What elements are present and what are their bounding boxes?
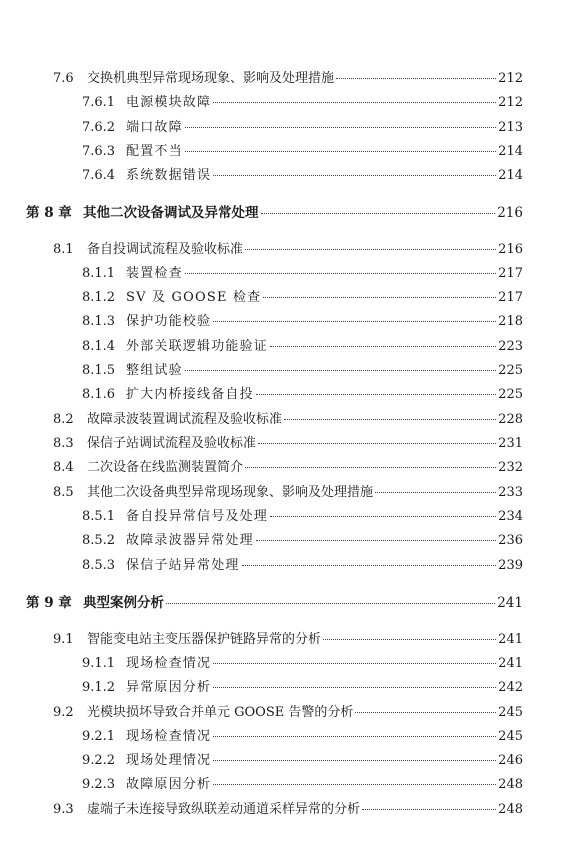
entry-title: 其他二次设备典型异常现场现象、影响及处理措施	[87, 485, 374, 500]
toc-entry-9-2-1[interactable]	[82, 729, 523, 745]
dot-leader	[185, 147, 496, 152]
toc-entry-9-1-1[interactable]	[82, 656, 523, 672]
entry-page: 212	[498, 71, 523, 86]
entry-number: 8.5.2	[82, 533, 116, 548]
dot-leader	[284, 415, 496, 420]
entry-page: 216	[498, 242, 523, 257]
entry-title: 异常原因分析	[126, 680, 212, 695]
toc-entry-8-1-1[interactable]	[82, 266, 523, 282]
entry-title: 光模块损坏导致合并单元 GOOSE 告警的分析	[87, 705, 354, 720]
entry-title: 虚端子未连接导致纵联差动通道采样异常的分析	[87, 802, 361, 817]
toc-entry-8-1[interactable]	[53, 242, 523, 258]
dot-leader	[166, 599, 495, 604]
entry-page: 216	[497, 205, 523, 221]
entry-page: 214	[498, 144, 523, 159]
toc-entry-7-6-1[interactable]	[82, 95, 523, 111]
entry-page: 245	[498, 705, 523, 720]
entry-title: 保护功能校验	[126, 314, 212, 329]
chapter-title: 其他二次设备调试及异常处理	[83, 205, 259, 221]
toc-chapter-9[interactable]	[26, 595, 523, 611]
entry-title: SV 及 GOOSE 检查	[126, 290, 262, 305]
dot-leader	[355, 708, 496, 713]
entry-page: 233	[498, 485, 523, 500]
entry-page: 223	[498, 339, 523, 354]
toc-entry-9-2-3[interactable]	[82, 777, 523, 793]
entry-page: 228	[498, 412, 523, 427]
dot-leader	[258, 439, 496, 444]
dot-leader	[245, 463, 496, 468]
entry-number: 8.3	[53, 436, 74, 451]
entry-title: 故障原因分析	[126, 777, 212, 792]
entry-number: 9.2.1	[82, 729, 116, 744]
entry-number: 7.6.1	[82, 95, 116, 110]
entry-title: 端口故障	[126, 120, 183, 135]
dot-leader	[213, 756, 496, 761]
entry-number: 8.1.3	[82, 314, 116, 329]
toc-entry-7-6[interactable]	[53, 71, 523, 87]
entry-page: 248	[498, 777, 523, 792]
entry-number: 7.6	[53, 71, 74, 86]
entry-number: 9.2.2	[82, 753, 116, 768]
entry-title: 整组试验	[126, 363, 183, 378]
entry-number: 9.1	[53, 632, 74, 647]
entry-number: 8.2	[53, 412, 74, 427]
entry-page: 246	[498, 753, 523, 768]
dot-leader	[256, 390, 496, 395]
dot-leader	[185, 366, 496, 371]
entry-number: 8.5	[53, 485, 74, 500]
dot-leader	[375, 488, 496, 493]
dot-leader	[213, 98, 496, 103]
entry-title: 备自投异常信号及处理	[126, 509, 269, 524]
dot-leader	[263, 293, 496, 298]
dot-leader	[213, 732, 496, 737]
entry-page: 239	[498, 558, 523, 573]
entry-number: 7.6.2	[82, 120, 116, 135]
entry-page: 241	[498, 632, 523, 647]
toc-entry-8-1-2[interactable]	[82, 290, 523, 306]
entry-title: 备自投调试流程及验收标准	[87, 242, 244, 257]
toc-entry-8-5-1[interactable]	[82, 509, 523, 525]
dot-leader	[256, 536, 496, 541]
toc-entry-8-4[interactable]	[53, 460, 523, 476]
entry-number: 9.2	[53, 705, 74, 720]
dot-leader	[213, 659, 496, 664]
entry-title: 故障录波器异常处理	[126, 533, 254, 548]
entry-number: 8.1.2	[82, 290, 116, 305]
toc-entry-8-5-3[interactable]	[82, 558, 523, 574]
toc-entry-9-2[interactable]	[53, 705, 523, 721]
dot-leader	[336, 74, 496, 79]
entry-title: 外部关联逻辑功能验证	[126, 339, 269, 354]
entry-number: 8.1.1	[82, 266, 116, 281]
dot-leader	[185, 269, 496, 274]
entry-page: 214	[498, 168, 523, 183]
chapter-title: 典型案例分析	[83, 595, 164, 611]
entry-title: 现场检查情况	[126, 656, 212, 671]
entry-number: 8.5.1	[82, 509, 116, 524]
toc-entry-8-5-2[interactable]	[82, 533, 523, 549]
dot-leader	[270, 342, 496, 347]
dot-leader	[270, 512, 496, 517]
entry-page: 218	[498, 314, 523, 329]
dot-leader	[242, 561, 497, 566]
entry-title: 故障录波装置调试流程及验收标准	[87, 412, 283, 427]
entry-number: 7.6.4	[82, 168, 116, 183]
toc-entry-7-6-3[interactable]	[82, 144, 523, 160]
toc-entry-8-1-4[interactable]	[82, 339, 523, 355]
entry-title: 交换机典型异常现场现象、影响及处理措施	[87, 71, 335, 86]
entry-title: 配置不当	[126, 144, 183, 159]
entry-page: 225	[498, 387, 523, 402]
entry-page: 213	[498, 120, 523, 135]
entry-page: 232	[498, 460, 523, 475]
toc-entry-7-6-2[interactable]	[82, 120, 523, 136]
toc-entry-9-1[interactable]	[53, 632, 523, 648]
dot-leader	[213, 683, 496, 688]
entry-title: 电源模块故障	[126, 95, 212, 110]
toc-entry-9-2-2[interactable]	[82, 753, 523, 769]
entry-number: 7.6.3	[82, 144, 116, 159]
entry-page: 225	[498, 363, 523, 378]
toc-entry-8-2[interactable]	[53, 412, 523, 428]
toc-entry-9-1-2[interactable]	[82, 680, 523, 696]
entry-page: 245	[498, 729, 523, 744]
entry-title: 二次设备在线监测装置简介	[87, 460, 244, 475]
entry-page: 217	[498, 290, 523, 305]
toc-entry-8-1-3[interactable]	[82, 314, 523, 330]
entry-number: 8.1	[53, 242, 74, 257]
entry-title: 现场检查情况	[126, 729, 212, 744]
entry-page: 241	[498, 656, 523, 671]
entry-page: 231	[498, 436, 523, 451]
entry-number: 8.1.4	[82, 339, 116, 354]
entry-number: 8.5.3	[82, 558, 116, 573]
entry-page: 217	[498, 266, 523, 281]
entry-number: 9.3	[53, 802, 74, 817]
entry-number: 8.1.6	[82, 387, 116, 402]
entry-number: 8.4	[53, 460, 74, 475]
entry-number: 9.1.2	[82, 680, 116, 695]
dot-leader	[362, 805, 496, 810]
dot-leader	[323, 635, 496, 640]
toc-entry-8-5[interactable]	[53, 485, 523, 501]
dot-leader	[213, 317, 496, 322]
entry-number: 8.1.5	[82, 363, 116, 378]
toc-entry-8-1-5[interactable]	[82, 363, 523, 379]
entry-number: 9.1.1	[82, 656, 116, 671]
chapter-number: 第 8 章	[26, 205, 72, 221]
toc-entry-8-1-6[interactable]	[82, 387, 523, 403]
entry-title: 现场处理情况	[126, 753, 212, 768]
toc-entry-7-6-4[interactable]	[82, 168, 523, 184]
entry-title: 保信子站异常处理	[126, 558, 240, 573]
entry-title: 智能变电站主变压器保护链路异常的分析	[87, 632, 322, 647]
toc-chapter-8[interactable]	[26, 205, 523, 221]
dot-leader	[261, 209, 496, 214]
toc-entry-8-3[interactable]	[53, 436, 523, 452]
entry-number: 9.2.3	[82, 777, 116, 792]
dot-leader	[185, 123, 496, 128]
dot-leader	[245, 245, 496, 250]
dot-leader	[213, 171, 496, 176]
entry-title: 保信子站调试流程及验收标准	[87, 436, 257, 451]
dot-leader	[213, 780, 496, 785]
entry-page: 242	[498, 680, 523, 695]
toc-entry-9-3[interactable]	[53, 802, 523, 818]
entry-page: 241	[497, 595, 523, 611]
entry-page: 236	[498, 533, 523, 548]
entry-title: 扩大内桥接线备自投	[126, 387, 254, 402]
entry-title: 装置检查	[126, 266, 183, 281]
chapter-number: 第 9 章	[26, 595, 72, 611]
entry-page: 212	[498, 95, 523, 110]
entry-title: 系统数据错误	[126, 168, 212, 183]
entry-page: 248	[498, 802, 523, 817]
entry-page: 234	[498, 509, 523, 524]
